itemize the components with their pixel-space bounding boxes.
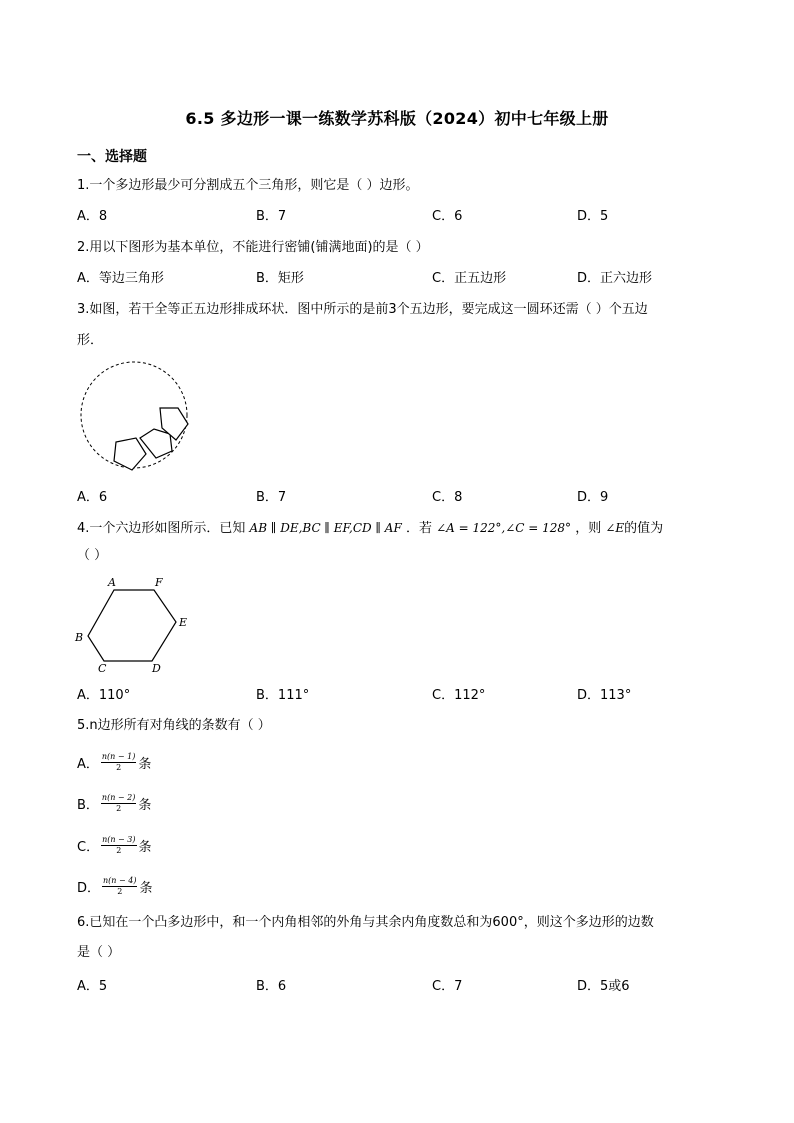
q4-option-a: A．110° [77, 688, 131, 703]
q4-parallel-condition: AB ∥ DE,BC ∥ EF,CD ∥ AF [249, 521, 402, 535]
pentagon-1 [114, 438, 146, 470]
q4-stem-pre: 4.一个六边形如图所示．已知 [77, 521, 246, 536]
q6-option-b: B．6 [256, 979, 287, 994]
label-c: C [98, 662, 107, 675]
q4-option-b: B．111° [256, 688, 310, 703]
q4-option-c: C．112° [432, 688, 486, 703]
label-f: F [155, 576, 163, 589]
q4-stem-line1 [77, 519, 663, 538]
q1-option-c: C．6 [432, 209, 463, 224]
page-title: 6.5 多边形一课一练数学苏科版（2024）初中七年级上册 [185, 109, 609, 128]
q3-pentagon-ring-figure [74, 360, 204, 480]
label-e: E [179, 616, 188, 629]
q5-option-d-letter: D． [77, 880, 101, 896]
q5-option-a [77, 749, 151, 775]
q1-option-d: D．5 [577, 209, 609, 224]
section-heading: 一、选择题 [77, 149, 147, 165]
fraction-denominator: 2 [117, 887, 123, 896]
q3-option-b: B．7 [256, 490, 287, 505]
q4-hexagon-figure [74, 574, 194, 674]
q5-option-d [77, 873, 152, 899]
q5-option-b-fraction [101, 792, 136, 814]
q5-option-a-letter: A． [77, 756, 99, 772]
q5-option-c [77, 832, 152, 858]
q2-stem: 2.用以下图形为基本单位，不能进行密铺(铺满地面)的是（ ） [77, 240, 429, 255]
label-a: A [108, 576, 116, 589]
q1-stem: 1.一个多边形最少可分割成五个三角形，则它是（ ）边形。 [77, 178, 419, 193]
q5-stem: 5.n边形所有对角线的条数有（ ） [77, 718, 271, 733]
fraction-numerator: n(n − 4) [103, 876, 137, 885]
q2-option-c: C．正五边形 [432, 271, 507, 286]
q4-stem-mid2: ，则 [575, 521, 602, 536]
q3-option-d: D．9 [577, 490, 609, 505]
q5-option-d-fraction [102, 875, 137, 897]
fraction-numerator: n(n − 3) [102, 835, 136, 844]
q5-option-a-unit: 条 [138, 756, 152, 772]
fraction-numerator: n(n − 1) [101, 752, 136, 761]
fraction-denominator: 2 [116, 804, 122, 813]
q6-option-c: C．7 [432, 979, 463, 994]
q5-option-b-letter: B． [77, 797, 99, 813]
fraction-denominator: 2 [116, 846, 122, 855]
q4-stem-mid: ．若 [405, 521, 432, 536]
q5-option-d-unit: 条 [139, 880, 153, 896]
q4-angle-e: ∠E [605, 521, 625, 535]
fraction-denominator: 2 [116, 763, 122, 772]
q3-option-c: C．8 [432, 490, 463, 505]
q5-option-a-fraction [101, 751, 136, 773]
q4-angle-condition: ∠A = 122°,∠C = 128° [436, 521, 572, 535]
q6-stem-line2: 是（ ） [77, 945, 121, 960]
q4-option-d: D．113° [577, 688, 632, 703]
q3-option-a: A．6 [77, 490, 108, 505]
fraction-numerator: n(n − 2) [101, 793, 136, 802]
q6-stem-line1: 6.已知在一个凸多边形中，和一个内角相邻的外角与其余内角度数总和为600°，则这个多边形的边数 [77, 915, 654, 930]
q6-option-d: D．5或6 [577, 979, 630, 994]
hexagon [88, 590, 176, 661]
q4-stem-line2: （ ） [77, 548, 108, 563]
q5-option-b-unit: 条 [138, 797, 152, 813]
label-d: D [152, 662, 161, 675]
q5-option-b [77, 790, 151, 816]
q5-option-c-letter: C． [77, 839, 100, 855]
q3-stem-line1: 3.如图，若干全等正五边形排成环状．图中所示的是前3个五边形，要完成这一圆环还需（ ）个五边 [77, 302, 648, 317]
q2-option-b: B．矩形 [256, 271, 304, 286]
q2-option-a: A．等边三角形 [77, 271, 164, 286]
q4-stem-post: 的值为 [624, 521, 664, 536]
q1-option-b: B．7 [256, 209, 287, 224]
q6-option-a: A．5 [77, 979, 108, 994]
label-b: B [75, 631, 84, 644]
q5-option-c-unit: 条 [138, 839, 152, 855]
q1-option-a: A．8 [77, 209, 108, 224]
q3-stem-line2: 形． [77, 333, 104, 348]
q5-option-c-fraction [101, 834, 136, 856]
q2-option-d: D．正六边形 [577, 271, 653, 286]
